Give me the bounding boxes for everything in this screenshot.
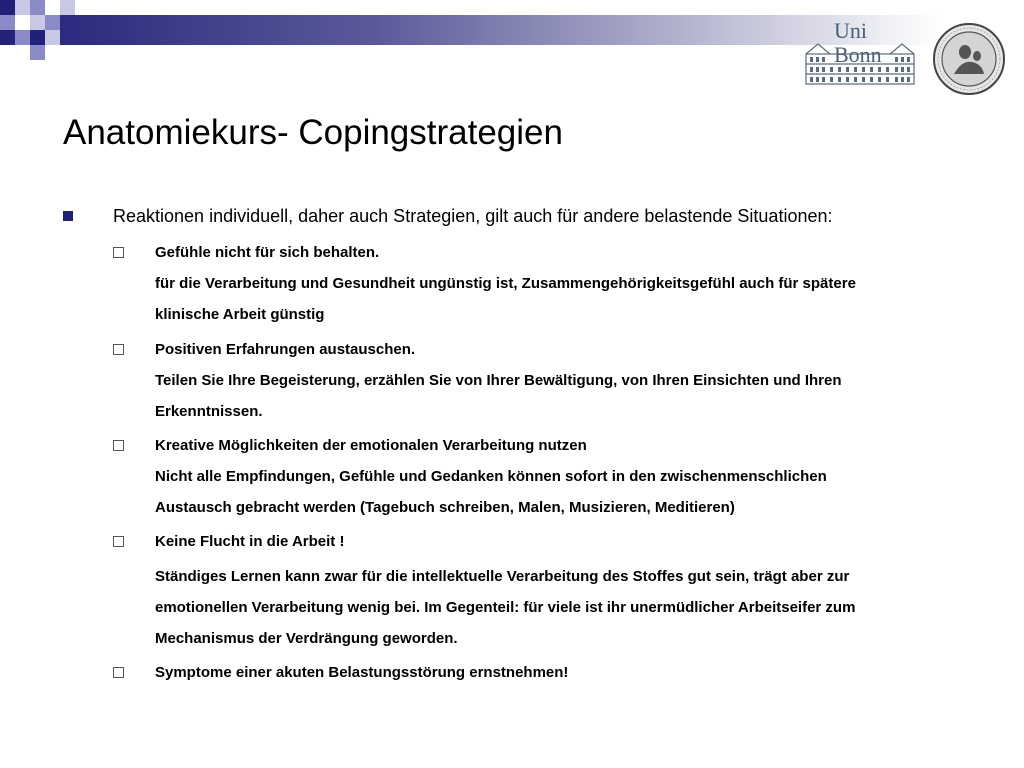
decor-square — [15, 15, 30, 30]
decor-square — [60, 0, 75, 15]
hollow-square-bullet-icon — [113, 440, 124, 451]
item-line: Nicht alle Empfindungen, Gefühle und Gedanken können sofort in den zwischenmenschlichen — [155, 468, 827, 485]
hollow-square-bullet-icon — [113, 667, 124, 678]
decor-square — [45, 0, 60, 15]
item-line: für die Verarbeitung und Gesundheit ungünstig ist, Zusammengehörigkeitsgefühl auch für spätere — [155, 275, 856, 292]
item-heading: Kreative Möglichkeiten der emotionalen Verarbeitung nutzen — [155, 437, 587, 454]
item-line: klinische Arbeit günstig — [155, 306, 325, 323]
decor-square — [0, 15, 15, 30]
item-heading: Positiven Erfahrungen austauschen. — [155, 341, 416, 358]
decor-square — [30, 15, 45, 30]
decor-square — [30, 45, 45, 60]
item-line: Ständiges Lernen kann zwar für die intellektuelle Verarbeitung des Stoffes gut sein, trägt aber zur — [155, 568, 850, 585]
item-heading: Keine Flucht in die Arbeit ! — [155, 533, 345, 550]
item-heading: Symptome einer akuten Belastungsstörung ernstnehmen! — [155, 664, 569, 681]
item-heading: Gefühle nicht für sich behalten. — [155, 244, 380, 261]
item-line: Austausch gebracht werden (Tagebuch schreiben, Malen, Musizieren, Meditieren) — [155, 499, 735, 516]
hollow-square-bullet-icon — [113, 344, 124, 355]
item-line: emotionellen Verarbeitung wenig bei. Im Gegenteil: für viele ist ihr unermüdlicher Arbeitseifer zum — [155, 599, 856, 616]
decor-square — [30, 0, 45, 15]
item-line: Erkenntnissen. — [155, 403, 263, 420]
decor-square — [15, 0, 30, 15]
square-bullet-icon — [63, 211, 73, 221]
decor-square — [15, 30, 30, 45]
university-seal-icon — [932, 22, 1006, 96]
header-gradient-band — [0, 15, 940, 45]
decor-square — [30, 30, 45, 45]
logo-bonn-text: Bonn — [834, 42, 882, 67]
decor-square — [45, 15, 60, 30]
item-line: Mechanismus der Verdrängung geworden. — [155, 630, 458, 647]
uni-bonn-logo — [800, 18, 920, 90]
hollow-square-bullet-icon — [113, 536, 124, 547]
logo-uni-text: Uni — [834, 18, 867, 43]
intro-text: Reaktionen individuell, daher auch Strategien, gilt auch für andere belastende Situationen: — [113, 206, 833, 226]
slide-title: Anatomiekurs- Copingstrategien — [63, 113, 563, 152]
item-line: Teilen Sie Ihre Begeisterung, erzählen Sie von Ihrer Bewältigung, von Ihren Einsichten und Ihren — [155, 372, 842, 389]
decor-square — [0, 0, 15, 15]
decor-square — [45, 30, 60, 45]
hollow-square-bullet-icon — [113, 247, 124, 258]
